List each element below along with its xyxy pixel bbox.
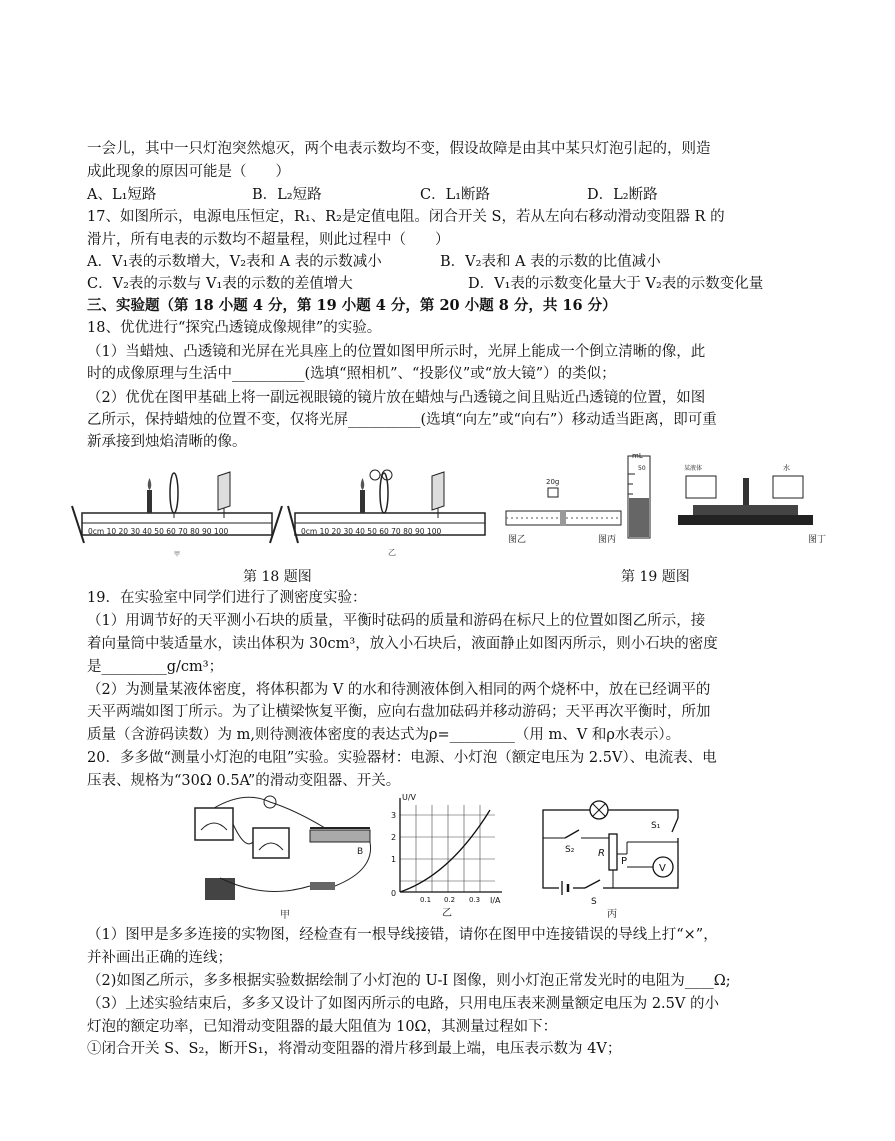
lbl-tu-yi: 图乙: [508, 535, 527, 545]
q16-line1: 一会儿，其中一只灯泡突然熄灭，两个电表示数均不变，假设故障是由其中某只灯泡引起的，则造: [87, 141, 711, 157]
beaker-right-label: 水: [783, 464, 790, 472]
p-label: P: [621, 856, 628, 867]
s1-label: S₁: [651, 821, 661, 831]
weight-label: 20g: [546, 478, 560, 486]
q16-option-d: D．L₂断路: [587, 187, 658, 203]
q18-p2-line2: 乙所示，保持蜡烛的位置不变，仅将光屏__________(选填“向左”或“向右”）移动适当距离，即可重: [87, 412, 717, 428]
density-figure: [498, 448, 828, 548]
bench-jia-ticks: 0cm 10 20 30 40 50 60 70 80 90 100: [88, 527, 229, 536]
q16-option-b: B．L₂短路: [252, 187, 322, 203]
ytick-1: 1: [391, 855, 397, 864]
q16-option-a: A、L₁短路: [87, 187, 157, 203]
q18-p2-line1: （2）优优在图甲基础上将一副远视眼镜的镜片放在蜡烛与凸透镜之间且贴近凸透镜的位置，如图: [87, 390, 706, 406]
q20-title-line1: 20．多多做“测量小灯泡的电阻”实验。实验器材：电源、小灯泡（额定电压为 2.5V）、电流表、电: [87, 750, 717, 766]
xtick-03: 0.3: [469, 896, 481, 904]
q16-line2: 成此现象的原因可能是（ ）: [87, 164, 290, 180]
rheostat-b-label: B: [357, 847, 364, 857]
q17-line1: 17、如图所示，电源电压恒定，R₁、R₂是定值电阻。闭合开关 S，若从左向右移动滑动变阻器 R 的: [87, 209, 725, 225]
fig20-circuit: [535, 792, 695, 920]
fig20-bing-label: 丙: [607, 909, 617, 920]
section-heading: 三、实验题（第 18 小题 4 分，第 19 小题 4 分，第 20 小题 8 分，共 16 分）: [87, 297, 617, 314]
lbl-tu-bing: 图丙: [598, 535, 617, 545]
s2-label: S₂: [565, 845, 575, 855]
q19-p2-line3: 质量（含游码读数）为 m,则待测液体密度的表达式为ρ=_________（用 m、V 和ρ水表示）。: [87, 727, 681, 743]
q19-p2-line1: （2）为测量某液体密度，将体积都为 V 的水和待测液体倒入相同的两个烧杯中，放在已经调平的: [87, 682, 711, 698]
ytick-2: 2: [391, 833, 397, 842]
q19-p1-line1: （1）用调节好的天平测小石块的质量，平衡时砝码的质量和游码在标尺上的位置如图乙所示，接: [87, 613, 706, 629]
xtick-02: 0.2: [444, 896, 456, 904]
r-label: R: [598, 848, 605, 859]
beaker-left-label: 某液体: [684, 465, 703, 472]
fig20-yi-label: 乙: [442, 908, 452, 919]
fig19-caption: 第 19 题图: [621, 569, 690, 585]
q18-title: 18、优优进行“探究凸透镜成像规律”的实验。: [87, 320, 382, 336]
q19-p1-line2: 着向量筒中装适量水，读出体积为 30cm³，放入小石块后，液面静止如图丙所示，则小石块的密度: [87, 636, 718, 652]
q18-p2-line3: 新承接到烛焰清晰的像。: [87, 434, 247, 450]
q20-p3-line2: 灯泡的额定功率，已知滑动变阻器的最大阻值为 10Ω，其测量过程如下：: [87, 1019, 558, 1035]
fig18-caption: 第 18 题图: [243, 569, 312, 585]
optical-bench-yi: [288, 470, 485, 557]
weight-icon: [548, 488, 558, 497]
q18-p1-line1: （1）当蜡烛、凸透镜和光屏在光具座上的位置如图甲所示时，光屏上能成一个倒立清晰的像，此: [87, 344, 706, 360]
bench-jia-label: 甲: [174, 551, 181, 558]
q17-option-a: A．V₁表的示数增大，V₂表和 A 表的示数减小: [87, 254, 382, 270]
q17-option-c: C．V₂表的示数与 V₁表的示数的差值增大: [87, 276, 353, 292]
lbl-tu-ding: 图丁: [808, 535, 827, 545]
q16-option-c: C．L₁断路: [420, 187, 491, 203]
fig20-wiring: [185, 790, 385, 920]
q20-p2: （2)如图乙所示，多多根据实验数据绘制了小灯泡的 U-I 图像，则小灯泡正常发光时的电阻为____Ω;: [87, 973, 731, 989]
fig20-ui-graph: [380, 790, 510, 920]
q18-p1-line2: 时的成像原理与生活中__________(选填“照相机”、“投影仪”或“放大镜”）的类似；: [87, 366, 616, 382]
graph-ylabel: U/V: [402, 793, 417, 802]
bench-yi-ticks: 0cm 10 20 30 40 50 60 70 80 90 100: [301, 527, 442, 536]
ytick-0: 0: [391, 889, 397, 898]
bench-yi-label: 乙: [388, 548, 396, 557]
q17-line2: 滑片，所有电表的示数均不超量程，则此过程中（ ）: [87, 232, 450, 248]
s-label: S: [591, 897, 597, 907]
v-label: V: [659, 863, 666, 874]
optical-bench-jia: [72, 472, 282, 558]
q19-title: 19．在实验室中同学们进行了测密度实验：: [87, 590, 367, 606]
q20-title-line2: 压表、规格为“30Ω 0.5A”的滑动变阻器、开关。: [87, 773, 401, 789]
ytick-3: 3: [391, 811, 397, 820]
q17-option-d: D．V₁表的示数变化量大于 V₂表的示数变化量: [468, 276, 764, 292]
xtick-01: 0.1: [420, 896, 432, 904]
fig20-jia-label: 甲: [280, 910, 290, 920]
optical-bench-figure: [70, 458, 490, 558]
q17-option-b: B．V₂表和 A 表的示数的比值减小: [440, 254, 661, 270]
q19-p2-line2: 天平两端如图丁所示。为了让横梁恢复平衡，应向右盘加砝码并移动游码；天平再次平衡时，所加: [87, 704, 711, 720]
cylinder-unit: mL: [632, 452, 643, 460]
q20-p1-line2: 并补画出正确的连线；: [87, 950, 232, 966]
q20-p1-line1: （1）图甲是多多连接的实物图，经检查有一根导线接错，请你在图甲中连接错误的导线上打“×”，: [87, 927, 718, 943]
graph-xlabel: I/A: [490, 896, 501, 905]
rheostat-icon: [609, 834, 617, 870]
q20-p3-line1: （3）上述实验结束后，多多又设计了如图丙所示的电路，只用电压表来测量额定电压为 2.5V 的小: [87, 996, 719, 1012]
q20-step1: ①闭合开关 S、S₂，断开S₁，将滑动变阻器的滑片移到最上端，电压表示数为 4V；: [87, 1041, 622, 1057]
ui-curve: [400, 810, 490, 892]
q19-p1-line3: 是_________g/cm³；: [87, 659, 224, 675]
cylinder-mark: 50: [638, 465, 646, 472]
